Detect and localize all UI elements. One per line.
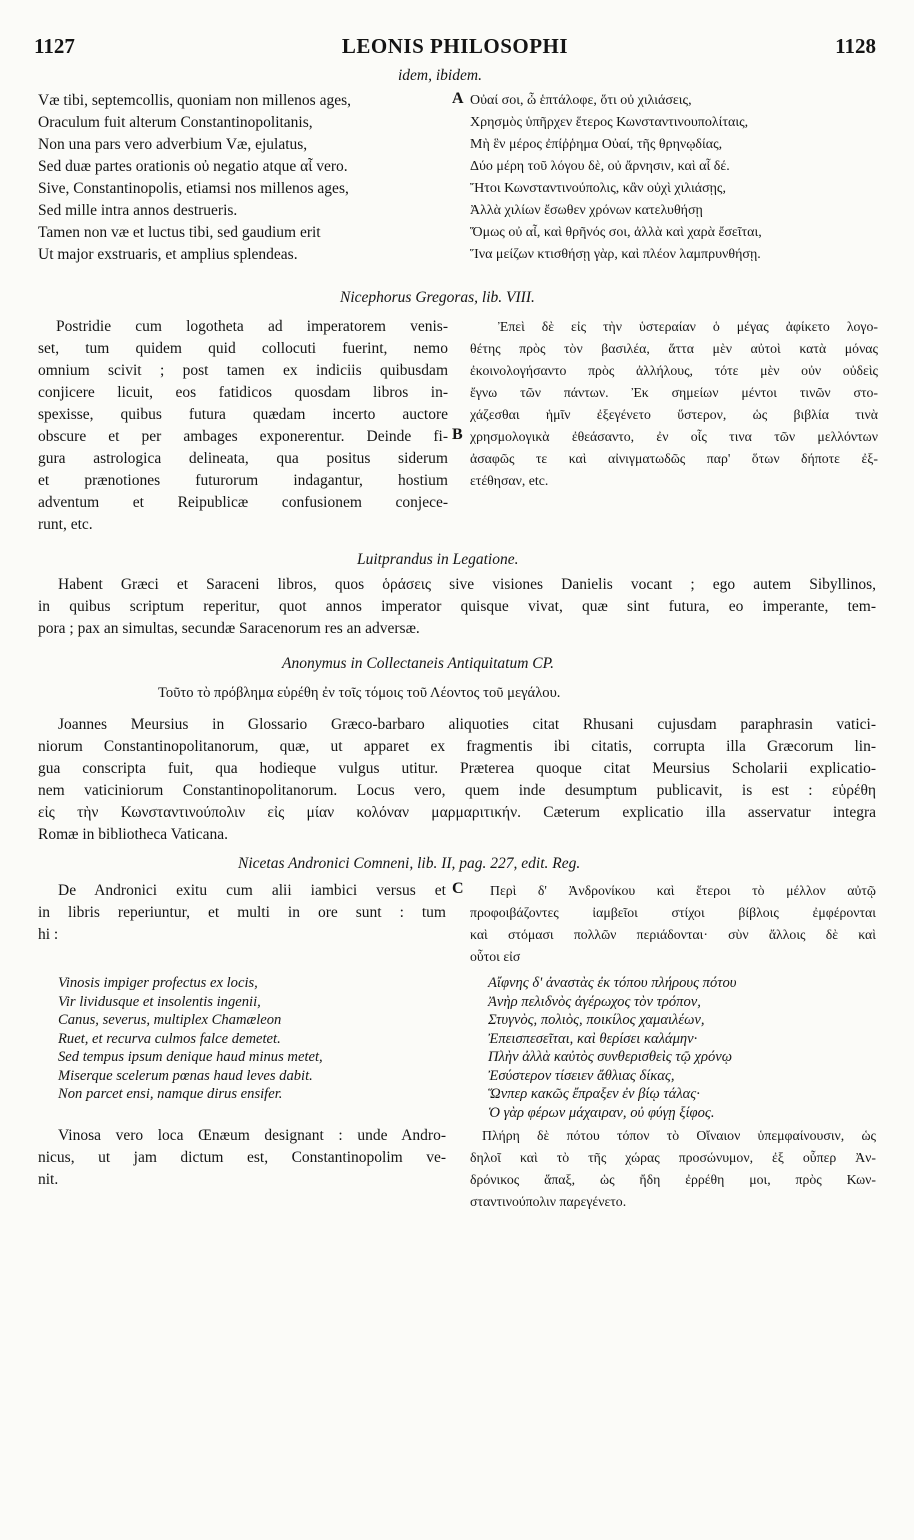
poem-latin-line: Ruet, et recurva culmos falce demetet. bbox=[58, 1030, 281, 1047]
poem-greek-line: Στυγνὸς, πολιὸς, ποικίλος χαμαιλέων, bbox=[488, 1012, 705, 1028]
gregoras-latin-line: obscure et per ambages exponerentur. Deinde fi- bbox=[38, 428, 448, 445]
gregoras-latin-line: adventum et Reipublicæ confusionem conjece- bbox=[38, 494, 448, 511]
nicetas-greek-outro-line: σταντινούπολιν παρεγένετο. bbox=[470, 1194, 627, 1209]
nicetas-latin-outro-line: Vinosa vero loca Œnæum designant : unde Andro- bbox=[58, 1127, 446, 1144]
meursius-paragraph bbox=[38, 714, 876, 846]
poem-greek bbox=[488, 974, 878, 1122]
gregoras-latin-line: et prænotiones futurorum indagantur, hostium bbox=[38, 472, 448, 489]
verse-greek-line: Ἵνα μείζων κτισθήσῃ γὰρ, καὶ πλέον λαμπρυνθήσῃ. bbox=[470, 247, 761, 262]
gregoras-latin-line: runt, etc. bbox=[38, 516, 93, 533]
verse-latin-line: Sive, Constantinopolis, etiamsi nos millenos ages, bbox=[38, 180, 349, 197]
source-heading-idem: idem, ibidem. bbox=[398, 67, 482, 84]
luitprandus-line: pora ; pax an simultas, secundæ Saracenorum res an adversæ. bbox=[38, 620, 420, 637]
nicetas-latin-outro bbox=[38, 1125, 446, 1191]
verse-greek-line: Ἤτοι Κωνσταντινούπολις, κἂν οὐχὶ χιλιάσῃς, bbox=[470, 181, 726, 196]
nicetas-greek-intro-line: προφοιβάζοντες ἰαμβεῖοι στίχοι βίβλοις ἐμφέρονται bbox=[470, 905, 876, 920]
gregoras-greek-column bbox=[470, 316, 878, 492]
luitprandus-paragraph bbox=[38, 574, 876, 640]
margin-marker-a: A bbox=[452, 90, 464, 107]
verse-latin-line: Non una pars vero adverbium Væ, ejulatus, bbox=[38, 136, 308, 153]
verse-greek-line: Χρησμὸς ὑπῆρχεν ἕτερος Κωνσταντινουπολίταις, bbox=[470, 115, 749, 130]
poem-latin-line: Miserque scelerum pœnas haud leves dabit. bbox=[58, 1067, 313, 1084]
page-number-right: 1128 bbox=[835, 34, 876, 58]
poem-greek-line: Αἴφνης δ' ἀναστὰς ἐκ τόπου πλήρους πότου bbox=[488, 975, 737, 991]
nicetas-latin-outro-line: nit. bbox=[38, 1171, 59, 1188]
nicetas-greek-outro bbox=[470, 1125, 876, 1213]
meursius-line: niorum Constantinopolitanorum, quæ, ut apparet ex fragmentis ibi citatis, corrupta illa Græcorum lin- bbox=[38, 738, 876, 755]
source-heading-luitprandus: Luitprandus in Legatione. bbox=[357, 551, 519, 568]
nicetas-greek-intro bbox=[470, 880, 876, 968]
anonymus-greek-line: Τοῦτο τὸ πρόβλημα εὑρέθη ἐν τοῖς τόμοις τοῦ Λέοντος τοῦ μεγάλου. bbox=[158, 685, 561, 701]
poem-latin-line: Vir lividusque et insolentis ingenii, bbox=[58, 993, 261, 1010]
verse-greek-line: Οὐαί σοι, ὦ ἑπτάλοφε, ὅτι οὐ χιλιάσεις, bbox=[470, 93, 692, 108]
poem-greek-line: Ὁ γὰρ φέρων μάχαιραν, οὐ φύγῃ ξίφος. bbox=[488, 1104, 715, 1121]
verse-greek-line: Δύο μέρη τοῦ λόγου δὲ, οὐ ἄρνησιν, καὶ αἶ δέ. bbox=[470, 159, 730, 174]
gregoras-latin-line: Postridie cum logotheta ad imperatorem venis- bbox=[56, 318, 448, 335]
meursius-line: gua conscripta fuit, qua hodieque vulgus utitur. Præterea quoque citat Meursius Scholarii explicatio- bbox=[38, 760, 876, 777]
verse-greek-line: Μὴ ἓν μέρος ἐπίῤῥημα Οὐαί, τῆς θρηνῳδίας, bbox=[470, 137, 723, 152]
running-title: LEONIS PHILOSOPHI bbox=[341, 34, 569, 58]
page-number-left: 1127 bbox=[34, 34, 75, 58]
nicetas-latin-intro-line: hi : bbox=[38, 926, 59, 943]
poem-greek-line: Ἐπεισπεσεῖται, καὶ θερίσει καλάμην· bbox=[488, 1030, 698, 1047]
poem-latin bbox=[58, 974, 448, 1104]
poem-latin-line: Canus, severus, multiplex Chamæleon bbox=[58, 1012, 282, 1028]
verse-latin-line: Væ tibi, septemcollis, quoniam non millenos ages, bbox=[38, 92, 351, 109]
verse-latin-line: Sed mille intra annos destrueris. bbox=[38, 202, 238, 219]
gregoras-latin-line: set, tum quidem quid collocuti fuerint, nemo bbox=[38, 340, 448, 357]
verse-latin-line: Ut major exstruaris, et amplius splendeas. bbox=[38, 246, 298, 263]
nicetas-greek-outro-line: δηλοῖ καὶ τὸ τῆς χώρας προσώνυμον, ἐξ οὗπερ Ἀν- bbox=[470, 1150, 876, 1165]
nicetas-greek-intro-line: καὶ στόμασι πολλῶν περιάδονται· σὺν ἄλλοις δὲ καὶ bbox=[470, 927, 876, 942]
nicetas-latin-intro bbox=[38, 880, 446, 946]
gregoras-greek-line: χρησμολογικὰ ἐθεάσαντο, ἐν οἷς τινα τῶν μελλόντων bbox=[470, 429, 878, 444]
gregoras-greek-line: θέτης πρὸς τὸν βασιλέα, ἅττα μὲν αὐτοὶ κατὰ μόνας bbox=[470, 341, 878, 356]
poem-greek-line: Ὥνπερ κακῶς ἔπραξεν ἐν βίῳ τάλας· bbox=[488, 1086, 700, 1102]
verse-latin-line: Tamen non væ et luctus tibi, sed gaudium erit bbox=[38, 224, 321, 241]
poem-latin-line: Vinosis impiger profectus ex locis, bbox=[58, 975, 258, 991]
source-heading-nicetas: Nicetas Andronici Comneni, lib. II, pag. 227, edit. Reg. bbox=[238, 855, 581, 872]
luitprandus-line: in quibus scriptum reperitur, quot annos imperator quisque vivat, quæ sint futura, eo imperante, tem- bbox=[38, 598, 876, 615]
poem-greek-line: Πλὴν ἀλλὰ καὐτὸς συνθερισθεὶς τῷ χρόνῳ bbox=[488, 1049, 733, 1065]
margin-marker-c: C bbox=[452, 880, 464, 897]
poem-latin-line: Sed tempus ipsum denique haud minus metet, bbox=[58, 1049, 323, 1065]
margin-marker-b: B bbox=[452, 426, 463, 443]
meursius-line: Romæ in bibliotheca Vaticana. bbox=[38, 826, 228, 843]
nicetas-latin-outro-line: nicus, ut jam dictum est, Constantinopolim ve- bbox=[38, 1149, 446, 1166]
nicetas-latin-intro-line: in libris reperiuntur, et multi in ore sunt : tum bbox=[38, 904, 446, 921]
luitprandus-line: Habent Græci et Saraceni libros, quos ὁράσεις sive visiones Danielis vocant ; ego autem Sibyllinos, bbox=[58, 576, 876, 593]
gregoras-greek-line: χάζεσθαι ἡμῖν ἐξεγένετο ὕστερον, ὡς βιβλία τινὰ bbox=[470, 407, 878, 422]
nicetas-greek-intro-line: Περὶ δ' Ἀνδρονίκου καὶ ἕτεροι τὸ μέλλον αὐτῷ bbox=[490, 883, 876, 898]
gregoras-latin-line: gura astrologica delineata, qua positus siderum bbox=[38, 450, 448, 467]
nicetas-latin-intro-line: De Andronici exitu cum alii iambici versus et bbox=[58, 882, 446, 899]
source-heading-anonymus: Anonymus in Collectaneis Antiquitatum CP. bbox=[282, 655, 554, 672]
gregoras-greek-line: ἀσαφῶς τε καὶ αἰνιγματωδῶς παρ' ὅτων δήποτε ἐξ- bbox=[470, 451, 878, 466]
nicetas-greek-intro-line: οὗτοι εἰσ bbox=[470, 949, 521, 964]
gregoras-greek-line: ἔγνω τῶν πάντων. Ἐκ σημείων μέντοι τινῶν στο- bbox=[470, 385, 878, 400]
verse-greek-line: Ἀλλὰ χιλίων ἔσωθεν χρόνων κατελυθήσῃ bbox=[470, 203, 703, 218]
verse-latin-line: Sed duæ partes orationis οὐ negatio atque αἶ vero. bbox=[38, 158, 348, 175]
meursius-line: Joannes Meursius in Glossario Græco-barbaro aliquoties citat Rhusani cujusdam paraphrasin vatici- bbox=[58, 716, 876, 733]
poem-greek-line: Ἐσύστερον τίσειεν ἄθλιας δίκας, bbox=[488, 1067, 675, 1084]
source-heading-gregoras: Nicephorus Gregoras, lib. VIII. bbox=[340, 289, 535, 306]
running-header bbox=[34, 34, 876, 60]
gregoras-greek-line: ἐκοινολογήσαντο πρὸς ἀλλήλους, τότε μὲν οὐν οὐδεὶς bbox=[470, 363, 878, 378]
verse-latin-line: Oraculum fuit alterum Constantinopolitanis, bbox=[38, 114, 313, 131]
gregoras-greek-line: Ἐπεὶ δὲ εἰς τὴν ὑστεραίαν ὁ μέγας ἀφίκετο λογο- bbox=[498, 319, 878, 334]
poem-latin-line: Non parcet ensi, namque dirus ensifer. bbox=[58, 1086, 283, 1102]
meursius-line: εἰς τὴν Κωνσταντινούπολιν εἰς μίαν κολόναν μαρμαριτικήν. Cæterum explicatio illa asservatur integra bbox=[38, 804, 876, 821]
gregoras-latin-column bbox=[38, 316, 448, 536]
gregoras-latin-line: omnium scivit ; post tamen ex indiciis quibusdam bbox=[38, 362, 448, 379]
nicetas-greek-outro-line: Πλήρη δὲ πότου τόπον τὸ Οἴναιον ὑπεμφαίνουσιν, ὡς bbox=[482, 1128, 876, 1143]
gregoras-latin-line: conjicere licuit, eos fatidicos quosdam libros in- bbox=[38, 384, 448, 401]
nicetas-greek-outro-line: δρόνικος ἅπαξ, ὡς ἤδη ἐρρέθη μοι, πρὸς Κων- bbox=[470, 1172, 876, 1187]
meursius-line: nem vaticiniorum Constantinopolitanorum. Locus vero, quem inde desumptum publicavit, is est : εὑρέθη bbox=[38, 782, 876, 799]
gregoras-greek-line: ετέθησαν, etc. bbox=[470, 473, 549, 488]
poem-greek-line: Ἀνὴρ πελιδνὸς ἀγέρωχος τὸν τρόπον, bbox=[488, 993, 701, 1010]
gregoras-latin-line: spexisse, quibus futura quædam incerto auctore bbox=[38, 406, 448, 423]
verse-greek-line: Ὅμως οὐ αἶ, καὶ θρῆνός σοι, ἀλλὰ καὶ χαρὰ ἔσεῖται, bbox=[470, 225, 762, 240]
